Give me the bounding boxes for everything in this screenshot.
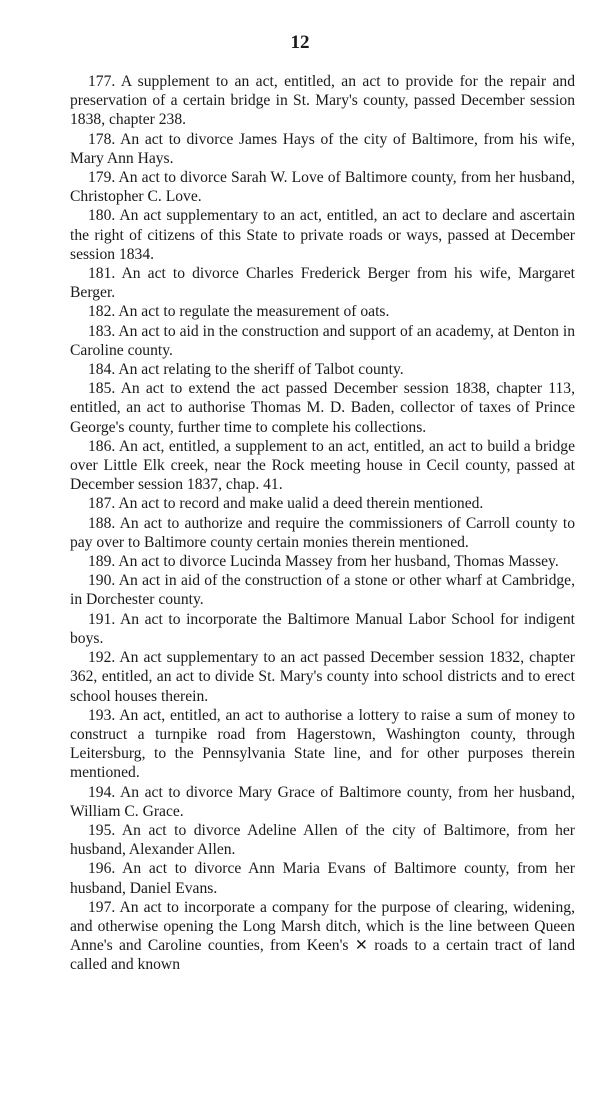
act-entry-185: 185. An act to extend the act passed December session 1838, chapter 113, entitled, an act to authorise Thomas M. D. Baden, collector of taxes of Prince George's county, further time to complete his collections.	[70, 380, 575, 436]
act-entry-184: 184. An act relating to the sheriff of Talbot county.	[88, 361, 404, 379]
act-entry-181: 181. An act to divorce Charles Frederick Berger from his wife, Margaret Berger.	[70, 265, 575, 302]
act-entry-183: 183. An act to aid in the construction and support of an academy, at Denton in Caroline county.	[70, 322, 575, 359]
act-entry-189: 189. An act to divorce Lucinda Massey from her husband, Thomas Massey.	[88, 553, 559, 571]
act-entry-193: 193. An act, entitled, an act to authorise a lottery to raise a sum of money to construct a turnpike road from Hagerstown, Washington county, through Leitersburg, to the Pennsylvania State line, and for other purposes therein mentioned.	[70, 706, 575, 782]
act-entry-190: 190. An act in aid of the construction of a stone or other wharf at Cambridge, in Dorchester county.	[70, 572, 575, 609]
act-entry-196: 196. An act to divorce Ann Maria Evans of Baltimore county, from her husband, Daniel Evans.	[70, 860, 575, 897]
act-entry-182: 182. An act to regulate the measurement of oats.	[88, 303, 390, 321]
act-entry-180: 180. An act supplementary to an act, entitled, an act to declare and ascertain the right of citizens of this State to private roads or ways, passed at December session 1834.	[70, 207, 575, 263]
act-entry-177: 177. A supplement to an act, entitled, an act to provide for the repair and preservation of a certain bridge in St. Mary's county, passed December session 1838, chapter 238.	[70, 73, 575, 129]
act-entry-187: 187. An act to record and make ualid a deed therein mentioned.	[88, 495, 484, 513]
act-entry-188: 188. An act to authorize and require the commissioners of Carroll county to pay over to Baltimore county certain monies therein mentioned.	[70, 514, 575, 551]
act-entry-195: 195. An act to divorce Adeline Allen of the city of Baltimore, from her husband, Alexander Allen.	[70, 821, 575, 859]
act-entry-179: 179. An act to divorce Sarah W. Love of Baltimore county, from her husband, Christopher C. Love.	[70, 169, 575, 206]
page-number: 12	[290, 32, 310, 53]
act-entry-192: 192. An act supplementary to an act passed December session 1832, chapter 362, entitled, an act to divide St. Mary's county into school districts and to erect school houses therein.	[70, 649, 575, 705]
act-list	[70, 72, 575, 975]
act-entry-194: 194. An act to divorce Mary Grace of Baltimore county, from her husband, William C. Grace.	[70, 783, 575, 820]
act-entry-191: 191. An act to incorporate the Baltimore Manual Labor School for indigent boys.	[70, 610, 575, 647]
act-entry-197: 197. An act to incorporate a company for the purpose of clearing, widening, and otherwise opening the Long Marsh ditch, which is the line between Queen Anne's and Caroline counties, from Keen's ✕ roads to a certain tract of land called and known	[70, 898, 575, 974]
act-entry-178: 178. An act to divorce James Hays of the city of Baltimore, from his wife, Mary Ann Hays.	[70, 130, 575, 167]
act-entry-186: 186. An act, entitled, a supplement to an act, entitled, an act to build a bridge over Little Elk creek, near the Rock meeting house in Cecil county, passed at December session 1837, chap. 41.	[70, 437, 575, 494]
